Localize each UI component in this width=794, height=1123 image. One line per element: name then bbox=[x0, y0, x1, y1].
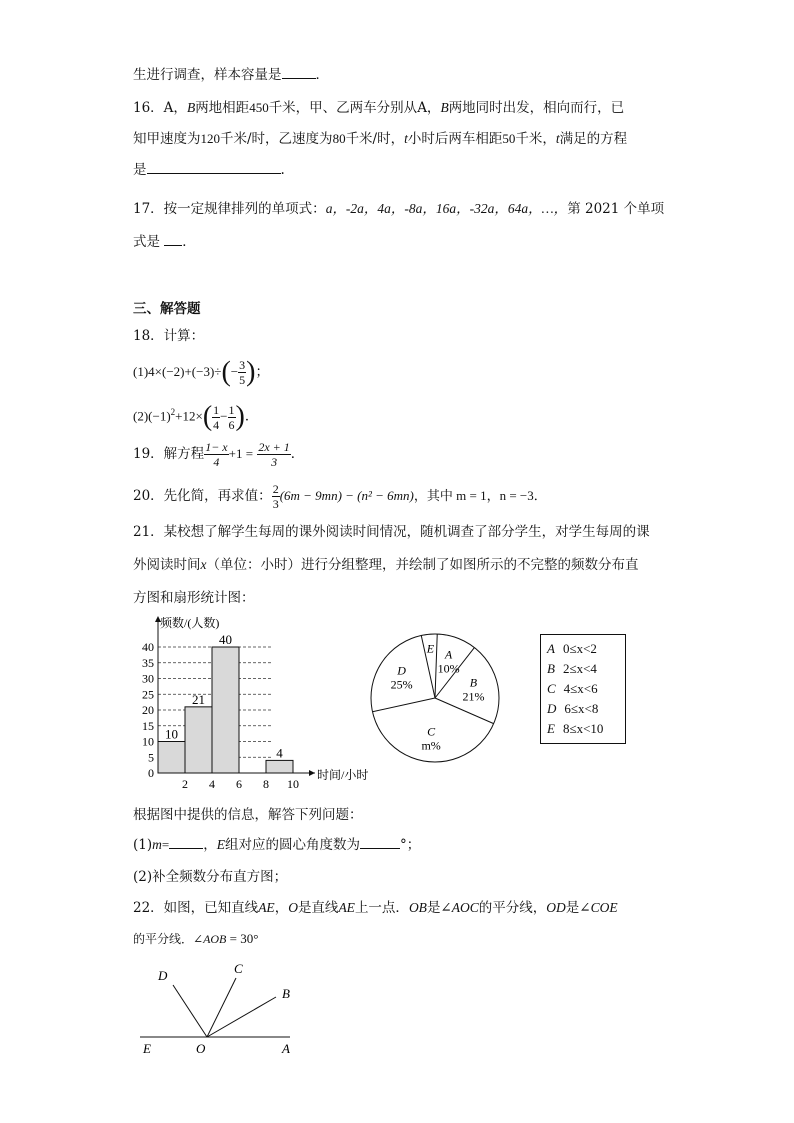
q21-line3: 方图和扇形统计图： bbox=[133, 590, 255, 606]
q16-text: 满足的方程 bbox=[559, 131, 628, 147]
angle-figure bbox=[130, 955, 310, 1060]
y-tick-label: 0 bbox=[148, 766, 154, 780]
legend-range: 8≤x<10 bbox=[562, 721, 604, 736]
q21-end: °； bbox=[399, 837, 421, 853]
q21-line2 bbox=[133, 556, 639, 574]
q21-var: x bbox=[200, 557, 207, 572]
pie-slice-value: 10% bbox=[437, 661, 460, 676]
q21-text: 组对应的圆心角度数为 bbox=[224, 837, 360, 853]
fraction bbox=[212, 403, 220, 432]
q22-var: AE bbox=[338, 900, 355, 915]
q16-num: 80 bbox=[332, 131, 346, 146]
q22-text: ， bbox=[274, 900, 289, 916]
x-tick-label: 10 bbox=[287, 777, 299, 791]
y-tick-label: 15 bbox=[142, 718, 154, 733]
legend-row bbox=[547, 701, 598, 717]
q17-terms: a，-2a，4a，-8a，16a，-32a，64a，…， bbox=[325, 201, 568, 216]
q18-part2 bbox=[133, 394, 258, 430]
q16-end: . bbox=[280, 162, 285, 178]
bar-value-label: 10 bbox=[165, 726, 178, 742]
pie-chart bbox=[365, 628, 505, 768]
q22-text: 的平分线， bbox=[478, 900, 547, 916]
x-tick-label: 2 bbox=[182, 777, 188, 791]
denominator: 4 bbox=[213, 417, 220, 432]
q22-var: COE bbox=[590, 900, 618, 915]
legend-row bbox=[547, 681, 598, 697]
y-tick-label: 25 bbox=[142, 687, 154, 702]
q22-text: 是∠ bbox=[426, 900, 452, 916]
pie-slice-value: m% bbox=[421, 738, 441, 753]
q18-part1 bbox=[133, 354, 269, 390]
q21-text: （单位：小时）进行分组整理，并绘制了如图所示的不完整的频数分布直 bbox=[206, 557, 639, 573]
answer-blank[interactable] bbox=[282, 66, 316, 79]
q18-expr: (1)4×(−2)+(−3)÷ bbox=[133, 364, 222, 379]
q18-minus: − bbox=[220, 408, 228, 424]
numerator: 2x + 1 bbox=[258, 440, 290, 454]
numerator: 1 bbox=[213, 402, 220, 417]
q16-line1 bbox=[133, 99, 624, 117]
q16-text: 知甲速度为 bbox=[133, 131, 201, 147]
q20-cond: ，其中 m = 1，n = −3． bbox=[413, 488, 547, 503]
pie-slice-value: 25% bbox=[390, 677, 413, 692]
q21-text: (1) bbox=[133, 837, 153, 853]
q20 bbox=[133, 478, 547, 514]
q22-text: 22．如图，已知直线 bbox=[133, 900, 259, 916]
q16-num: 120 bbox=[200, 131, 220, 146]
bar-value-label: 40 bbox=[219, 632, 232, 647]
paren-left: ( bbox=[202, 401, 213, 432]
q16-text: A， bbox=[417, 100, 441, 116]
legend-range: 6≤x<8 bbox=[564, 701, 599, 716]
y-tick-label: 40 bbox=[142, 640, 154, 654]
y-tick-label: 35 bbox=[142, 655, 154, 670]
label-o: O bbox=[196, 1041, 206, 1056]
y-tick-label: 20 bbox=[142, 703, 154, 717]
pie-slice-value: 21% bbox=[462, 689, 485, 704]
paren-left: ( bbox=[221, 356, 231, 388]
q22-text: = 30° bbox=[226, 931, 259, 946]
legend-row bbox=[547, 721, 603, 737]
denominator: 4 bbox=[213, 455, 220, 469]
y-tick-label: 30 bbox=[142, 671, 154, 686]
q22-text: 是直线 bbox=[297, 900, 339, 916]
y-tick-label: 10 bbox=[142, 734, 154, 749]
fraction bbox=[204, 440, 228, 469]
q22-text: 是∠ bbox=[565, 900, 591, 916]
q16-text: 两地相距 bbox=[195, 100, 250, 116]
q21-text: ， bbox=[203, 837, 217, 853]
pie-slice-letter: D bbox=[397, 663, 406, 678]
label-a: A bbox=[282, 1041, 290, 1056]
q20-text: 20．先化简，再求值： bbox=[133, 488, 272, 504]
q15-end: ． bbox=[315, 67, 329, 83]
q18-expr: +12× bbox=[175, 408, 203, 424]
bar-value-label: 21 bbox=[192, 691, 205, 707]
histogram-bar bbox=[212, 647, 239, 773]
legend-letter: E bbox=[547, 721, 555, 736]
exponent: 2 bbox=[170, 407, 176, 417]
q16-text: 千米/时，乙速度为 bbox=[220, 131, 333, 147]
denominator: 3 bbox=[272, 497, 279, 511]
q21-sub1 bbox=[133, 836, 420, 854]
answer-blank[interactable] bbox=[164, 233, 182, 246]
pie-slice-letter: E bbox=[426, 641, 435, 656]
ray-od bbox=[173, 985, 207, 1037]
q16-text: 两地同时出发，相向而行，已 bbox=[448, 100, 625, 116]
denominator: 5 bbox=[239, 373, 246, 387]
q19-text: 19．解方程 bbox=[133, 446, 205, 462]
q16-var: t bbox=[404, 131, 408, 146]
q17-text: 第 2021 个单项 bbox=[567, 201, 665, 217]
numerator: 3 bbox=[239, 358, 246, 372]
fraction bbox=[257, 440, 290, 469]
pie-slice-letter: C bbox=[427, 724, 436, 739]
fraction bbox=[228, 403, 236, 432]
q16-text: 千米， bbox=[515, 131, 556, 147]
paren-right: ) bbox=[246, 356, 256, 388]
q22-var: O bbox=[288, 900, 298, 915]
q22-var: AOB bbox=[203, 932, 227, 946]
q16-line2 bbox=[133, 130, 627, 148]
y-tick-label: 5 bbox=[148, 750, 154, 765]
histogram-bars bbox=[158, 632, 293, 773]
q17-end: ． bbox=[182, 234, 196, 250]
answer-blank[interactable] bbox=[147, 161, 281, 174]
q22-var: OD bbox=[546, 900, 566, 915]
label-b: B bbox=[282, 986, 290, 1001]
q22-var: AE bbox=[258, 900, 275, 915]
legend-letter: B bbox=[547, 661, 555, 676]
histogram-bar bbox=[158, 742, 185, 774]
histogram-bar bbox=[185, 707, 212, 773]
pie-divider bbox=[372, 698, 435, 712]
bar-value-label: 4 bbox=[276, 745, 283, 761]
q19-end: ． bbox=[290, 446, 305, 462]
label-d: D bbox=[158, 968, 168, 983]
answer-blank[interactable] bbox=[169, 836, 203, 849]
q16-var: t bbox=[555, 131, 560, 146]
q22-text: 的平分线．∠ bbox=[133, 932, 204, 946]
q18-end: ． bbox=[244, 408, 259, 425]
legend-letter: A bbox=[547, 641, 555, 656]
q22-var: AOC bbox=[451, 900, 479, 915]
q18-end: ； bbox=[255, 364, 269, 380]
fraction bbox=[272, 482, 280, 511]
q22-text: 上一点． bbox=[354, 900, 409, 916]
q21-line1: 21．某校想了解学生每周的课外阅读时间情况，随机调查了部分学生，对学生每周的课 bbox=[133, 524, 650, 540]
numerator: 2 bbox=[272, 482, 279, 496]
q16-text: 16．A， bbox=[133, 100, 187, 116]
legend-letter: D bbox=[547, 701, 557, 716]
q18-minus: − bbox=[230, 364, 239, 379]
q21-text: 外阅读时间 bbox=[133, 557, 201, 573]
q18-expr: (2)(−1) bbox=[133, 408, 171, 424]
legend-range: 0≤x<2 bbox=[562, 641, 597, 656]
q19 bbox=[133, 436, 304, 472]
legend-letter: C bbox=[547, 681, 556, 696]
paren-right: ) bbox=[235, 401, 245, 432]
x-tick-label: 4 bbox=[209, 777, 215, 791]
q21-text: = bbox=[161, 837, 170, 852]
histogram-bar bbox=[266, 760, 293, 773]
q21-var: E bbox=[216, 837, 225, 852]
denominator: 6 bbox=[228, 417, 235, 432]
q19-expr: +1 = bbox=[228, 446, 254, 461]
q16-text: 小时后两车相距 bbox=[407, 131, 503, 147]
q15-tail bbox=[133, 66, 329, 84]
q16-num: 50 bbox=[502, 131, 516, 146]
label-c: C bbox=[234, 961, 243, 976]
q18-title: 18．计算： bbox=[133, 328, 205, 344]
legend-box bbox=[540, 634, 626, 744]
x-tick-label: 6 bbox=[236, 777, 242, 791]
legend-row bbox=[547, 641, 597, 657]
q16-line3 bbox=[133, 161, 285, 179]
numerator: 1 bbox=[228, 402, 235, 417]
q22-var: OB bbox=[408, 900, 427, 915]
q16-text: 是 bbox=[133, 162, 147, 178]
x-axis-label: 时间/小时 bbox=[317, 768, 369, 782]
q22-line1 bbox=[133, 899, 618, 917]
label-e: E bbox=[143, 1041, 151, 1056]
q16-var: B bbox=[186, 100, 196, 115]
legend-range: 4≤x<6 bbox=[563, 681, 598, 696]
q20-expr: (6m − 9mn) − (n² − 6mn) bbox=[279, 488, 414, 503]
section-title: 三、解答题 bbox=[133, 301, 201, 317]
legend-range: 2≤x<4 bbox=[562, 661, 597, 676]
numerator: 1− x bbox=[205, 440, 228, 454]
q16-text: 千米，甲、乙两车分别从 bbox=[268, 100, 418, 116]
x-axis-arrow bbox=[309, 770, 315, 776]
histogram bbox=[120, 612, 369, 792]
q17-text: 式是 bbox=[133, 234, 160, 250]
q16-var: B bbox=[440, 100, 449, 115]
pie-slice-letter: A bbox=[444, 647, 453, 662]
q17-text: 17．按一定规律排列的单项式： bbox=[133, 201, 326, 217]
denominator: 3 bbox=[271, 455, 278, 469]
pie-slice-letter: B bbox=[469, 675, 478, 690]
q17-line2 bbox=[133, 233, 196, 251]
q16-num: 450 bbox=[249, 100, 269, 115]
legend-row bbox=[547, 661, 597, 677]
q17-line1 bbox=[133, 200, 664, 218]
fraction bbox=[238, 358, 246, 387]
q22-line2 bbox=[133, 930, 258, 948]
x-tick-label: 8 bbox=[263, 777, 269, 791]
q21-var: m bbox=[152, 837, 162, 852]
answer-blank[interactable] bbox=[360, 836, 400, 849]
q21-sub2: (2)补全频数分布直方图； bbox=[133, 869, 288, 885]
q15-text: 生进行调查，样本容量是 bbox=[133, 67, 282, 83]
q21-after: 根据图中提供的信息，解答下列问题： bbox=[133, 807, 363, 823]
q16-text: 千米/时， bbox=[345, 131, 405, 147]
y-axis-label: 频数/(人数) bbox=[160, 616, 220, 630]
